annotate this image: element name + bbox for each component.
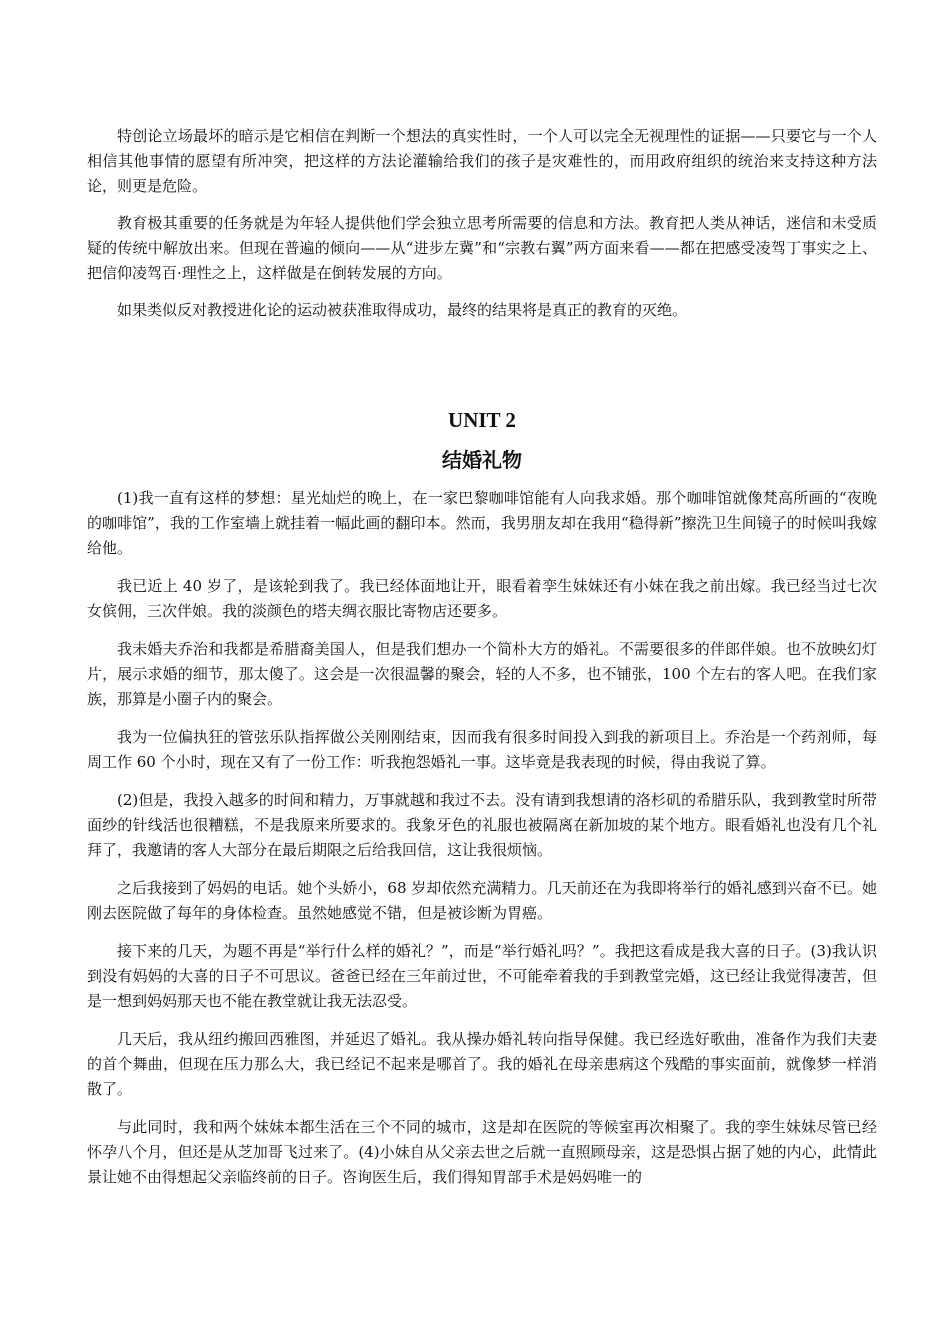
chapter-title: 结婚礼物 — [442, 448, 522, 472]
intro-paragraph-3: 如果类似反对教授进化论的运动被获准取得成功，最终的结果将是真正的教育的灭绝。 — [117, 301, 688, 319]
story-paragraph-9: 与此同时，我和两个妹妹本都生活在三个不同的城市，这是却在医院的等候室再次相聚了。我的孪生妹妹尽管已经怀孕八个月，但还是从芝加哥飞过来了。(4)小妹自从父亲去世之后就一直照顾母亲，这是恐惧占据了她的内心，此情此景让她不由得想起父亲临终前的日子。咨询医生后，我们得知胃部手术是妈妈唯一的 — [87, 1118, 877, 1186]
story-section — [87, 486, 877, 1203]
unit-label: UNIT 2 — [448, 408, 516, 432]
story-paragraph-7: 接下来的几天，为题不再是“举行什么样的婚礼？”，而是“举行婚礼吗？”。我把这看成是我大喜的日子。(3)我认识到没有妈妈的大喜的日子不可思议。爸爸已经在三年前过世，不可能牵着我的手到教堂完婚，这已经让我觉得凄苦，但是一想到妈妈那天也不能在教堂就让我无法忍受。 — [87, 942, 877, 1010]
intro-section — [87, 124, 877, 335]
intro-paragraph-2: 教育极其重要的任务就是为年轻人提供他们学会独立思考所需要的信息和方法。教育把人类从神话，迷信和未受质疑的传统中解放出来。但现在普遍的倾向——从“进步左冀”和“宗教右翼”两方面来看——都在把感受凌驾丁事实之上、把信仰凌驾百·理性之上，这样做是在倒转发展的方向。 — [87, 214, 877, 282]
story-paragraph-6: 之后我接到了妈妈的电话。她个头娇小，68 岁却依然充满精力。几天前还在为我即将举行的婚礼感到兴奋不已。她刚去医院做了每年的身体检查。虽然她感觉不错，但是被诊断为胃癌。 — [87, 879, 877, 922]
story-paragraph-4: 我为一位偏执狂的管弦乐队指挥做公关刚刚结束，因而我有很多时间投入到我的新项目上。乔治是一个药剂师，每周工作 60 个小时，现在又有了一份工作：听我抱怨婚礼一事。这毕竟是我表现的时候，得由我说了算。 — [87, 728, 877, 771]
story-paragraph-5: (2)但是，我投入越多的时间和精力，万事就越和我过不去。没有请到我想请的洛杉矶的希腊乐队，我到教堂时所带面纱的针线活也很糟糕，不是我原来所要求的。我象牙色的礼服也被隔离在新加坡的某个地方。眼看婚礼也没有几个礼拜了，我邀请的客人大部分在最后期限之后给我回信，这让我很烦恼。 — [87, 791, 877, 859]
story-paragraph-3: 我未婚夫乔治和我都是希腊裔美国人，但是我们想办一个简朴大方的婚礼。不需要很多的伴郎伴娘。也不放映幻灯片，展示求婚的细节，那太傻了。这会是一次很温馨的聚会，轻的人不多，也不铺张，100 个左右的客人吧。在我们家族，那算是小圈子内的聚会。 — [87, 640, 877, 708]
story-paragraph-8: 几天后，我从纽约搬回西雅图，并延迟了婚礼。我从操办婚礼转向指导保健。我已经选好歌曲，准备作为我们夫妻的首个舞曲，但现在压力那么大，我已经记不起来是哪首了。我的婚礼在母亲患病这个残酷的事实面前，就像梦一样消散了。 — [87, 1030, 877, 1098]
story-paragraph-2: 我已近上 40 岁了，是该轮到我了。我已经体面地让开，眼看着孪生妹妹还有小妹在我之前出嫁。我已经当过七次女傧佣，三次伴娘。我的淡颜色的塔夫绸衣服比寄物店还要多。 — [87, 577, 877, 620]
story-paragraph-1: (1)我一直有这样的梦想：星光灿烂的晚上，在一家巴黎咖啡馆能有人向我求婚。那个咖啡馆就像梵高所画的“夜晚的咖啡馆”，我的工作室墙上就挂着一幅此画的翻印本。然而，我男朋友却在我用“稳得新”擦洗卫生间镜子的时候叫我嫁给他。 — [87, 489, 877, 557]
intro-paragraph-1: 特创论立场最坏的暗示是它相信在判断一个想法的真实性时，一个人可以完全无视理性的证据——只要它与一个人相信其他事情的愿望有所冲突，把这样的方法论灌输给我们的孩子是灾难性的，而用政府组织的统治来支持这种方法论，则更是危险。 — [87, 127, 877, 195]
